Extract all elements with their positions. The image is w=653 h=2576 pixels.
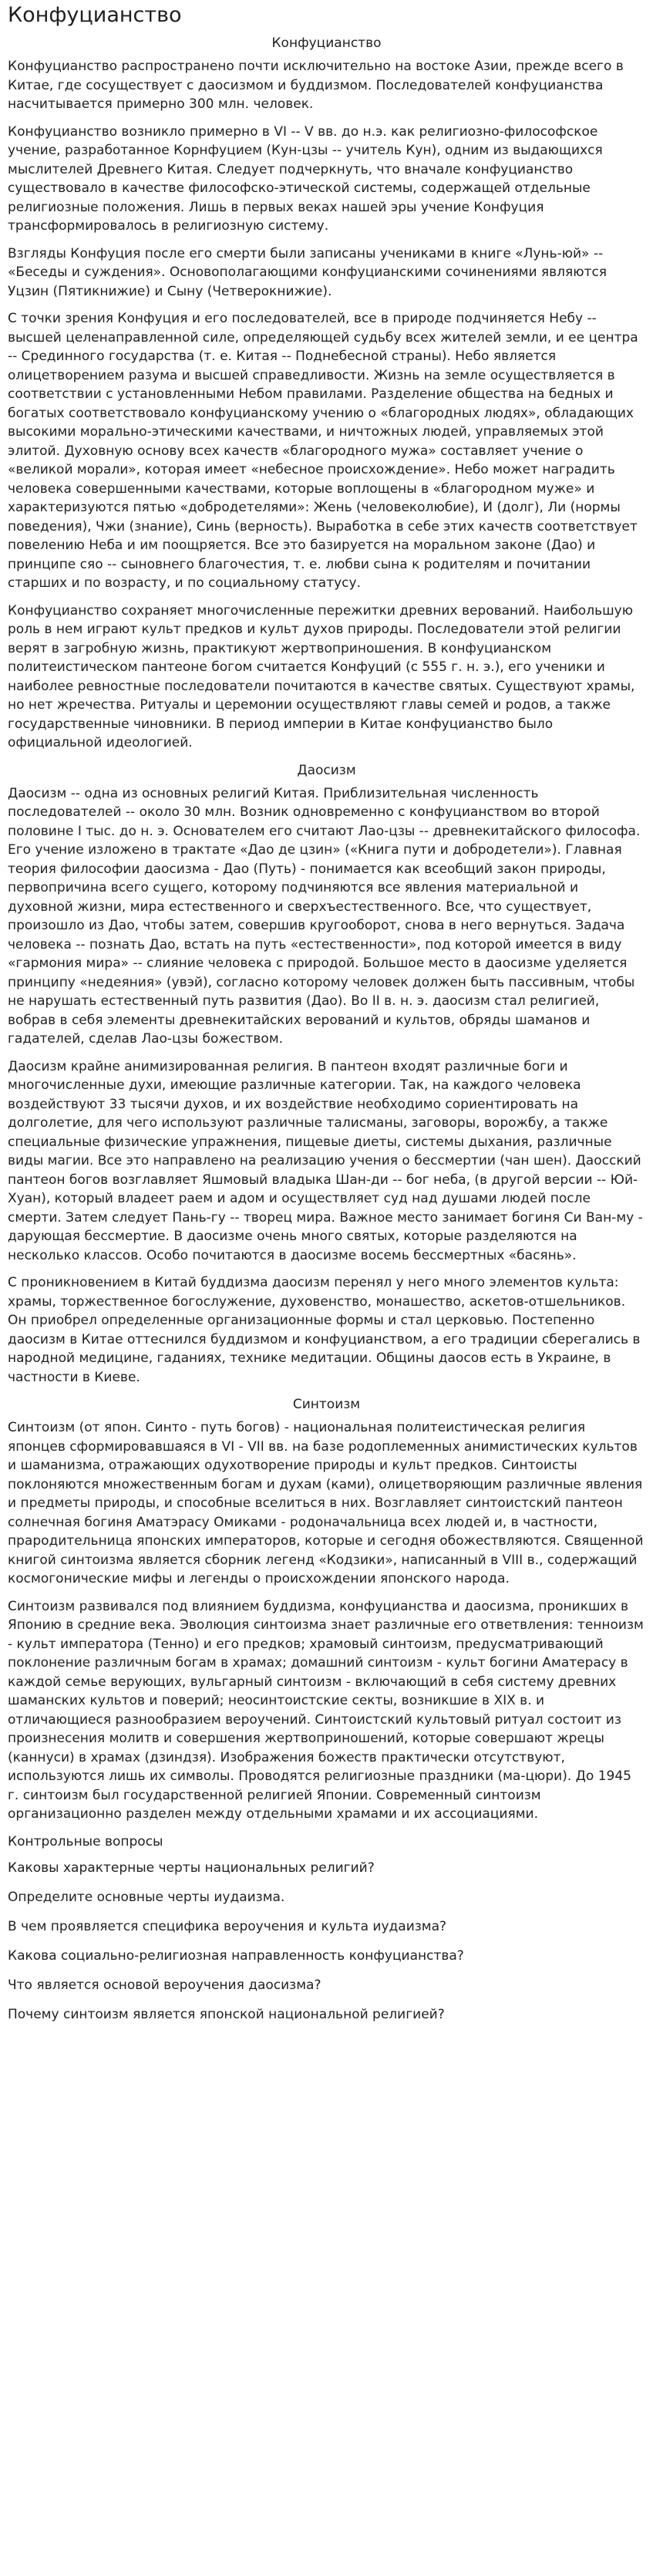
paragraph: Конфуцианство распространено почти исключительно на востоке Азии, прежде всего в Китае, где сосуществует с даосизмом и буддизмом. Последователей конфуцианства насчитывается примерно 300 млн. человек. [8,59,624,112]
question-item: В чем проявляется специфика вероучения и культа иудаизма? [8,1918,447,1934]
section-shinto [8,1395,645,1824]
section-heading: Синтоизм [292,1397,361,1412]
question-item: Каковы характерные черты национальных религий? [8,1860,375,1876]
paragraph: Синтоизм (от япон. Синто - путь богов) - национальная политеистическая религия японцев сформировавшаяся в VI - VII вв. на базе родоплеменных анимистических культов и шаманизма, отражающих одухотворение природы и культ предков. Синтоисты поклоняются множественным богам и духам (ками), олицетворяющим различные явления и предметы природы, и способные вселиться в них. Возглавляет синтоистский пантеон солнечная богиня Аматэрасу Омиками - родоначальница всех людей и, в частности, прародительница японских императоров, которые и сегодня обожествляются. Священной книгой синтоизма является сборник легенд «Кодзики», написанный в VIII в., содержащий космогонические мифы и легенды о происхождении японского народа. [8,1420,644,1586]
section-taoism [8,761,645,1387]
question-item: Почему синтоизм является японской национальной религией? [8,2006,445,2022]
paragraph: Взгляды Конфуция после его смерти были записаны учениками в книге «Лунь-юй» -- «Беседы и суждения». Основополагающими конфуцианскими сочинениями являются Уцзин (Пятикнижие) и Сыну (Четверокнижие). [8,245,608,299]
paragraph: С точки зрения Конфуция и его последователей, все в природе подчиняется Небу -- высшей целенаправленной силе, определяющей судьбу всех жителей земли, и ее центра -- Срединного государства (т. е. Китая -- Поднебесной страны). Небо является олицетворением разума и высшей справедливости. Жизнь на земле осуществляется в соответствии с установленными Небом правилами. Разделение общества на бедных и богатых соответствовало конфуцианскому учению о «благородных людях», обладающих высокими морально-этическими качествами, и ничтожных людей, управляемых этой элитой. Духовную основу всех качеств «благородного мужа» составляет учение о «великой морали», которая имеет «небесное происхождение». Небо может наградить человека совершенными качествами, которые воплощены в «благородном муже» и характеризуются пятью «добродетелями»: Жень (человеколюбие), И (долг), Ли (нормы поведения), Чжи (знание), Синь (верность). Выработка в себе этих качеств соответствует повелению Неба и им поощряется. Все это базируется на моральном законе (Дао) и принципе сяо -- сыновнего благочестия, т. е. любви сына к родителям и почитании старших и по возрасту, и по социальному статусу. [8,311,638,591]
paragraph: Даосизм крайне анимизированная религия. В пантеон входят различные боги и многочисленные духи, имеющие различные категории. Так, на каждого человека воздействуют 33 тысячи духов, и их воздействие необходимо сориентировать на долголетие, для чего используют различные талисманы, заговоры, ворожбу, а также специальные физические упражнения, пищевые диеты, системы дыхания, различные виды магии. Все это направлено на реализацию учения о бессмертии (чан шен). Даосский пантеон богов возглавляет Яшмовый владыка Шан-ди -- бог неба, (в другой версии -- Юй-Хуан), который владеет раем и адом и осуществляет суд над душами людей после смерти. Затем следует Пань-гу -- творец мира. Важное место занимает богиня Си Ван-му - дарующая бессмертие. В даосизме очень много святых, которые разделяются на несколько классов. Особо почитаются в даосизме восемь бессмертных «басянь». [8,1058,643,1263]
paragraph: Даосизм -- одна из основных религий Китая. Приблизительная численность последователей -- около 30 млн. Возник одновременно с конфуцианством во второй половине I тыс. до н. э. Основателем его считают Лао-цзы -- древнекитайского философа. Его учение изложено в трактате «Дао де цзин» («Книга пути и добродетели»). Главная теория философии даосизма - Дао (Путь) - понимается как всеобщий закон природы, первопричина всего сущего, которому подчиняются все явления материальной и духовной жизни, мира естественного и сверхъестественного. Все, что существует, произошло из Дао, чтобы затем, совершив кругооборот, снова в него вернуться. Задача человека -- познать Дао, встать на путь «естественности», под которой имеется в виду «гармония мира» -- слияние человека с природой. Большое место в даосизме уделяется принципу «недеяния» (увэй), согласно которому человек должен быть пассивным, чтобы не нарушать естественный путь развития (Дао). Во II в. н. э. даосизм стал религией, вобрав в себя элементы древнекитайских верований и культов, обряды шаманов и гадателей, сделав Лао-цзы божеством. [8,785,641,1047]
paragraph: Синтоизм развивался под влиянием буддизма, конфуцианства и даосизма, проникших в Японию в средние века. Эволюция синтоизма знает различные его ответвления: тенноизм - культ императора (Тенно) и его предков; храмовый синтоизм, предусматривающий поклонение различным богам в храмах; домашний синтоизм - культ богини Аматерасу в каждой семье верующих, вульгарный синтоизм - включающий в себя систему древних шаманских культов и поверий; неосинтоистские секты, возникшие в XIX в. и отличающиеся разнообразием вероучений. Синтоистский культовый ритуал состоит из произнесения молитв и совершения жертвоприношений, которые совершают жрецы (каннуси) в храмах (дзиндзя). Изображения божеств практически отсутствуют, используются лишь их символы. Проводятся религиозные праздники (ма-цюри). До 1945 г. синтоизм был государственной религией Японии. Современный синтоизм организационно разделен между отдельными храмами и их ассоциациями. [8,1598,644,1822]
section-confucianism [8,34,645,753]
paragraph: Конфуцианство сохраняет многочисленные пережитки древних верований. Наибольшую роль в нем играют культ предков и культ духов природы. Последователи этой религии верят в загробную жизнь, практикуют жертвоприношения. В конфуцианском политеистическом пантеоне богом считается Конфуций (с 555 г. н. э.), его ученики и наиболее ревностные последователи почитаются в качестве святых. Существуют храмы, но нет жречества. Ритуалы и церемонии осуществляют главы семей и родов, а также государственные чиновники. В период империи в Китае конфуцианство было официальной идеологией. [8,602,635,750]
questions-title: Контрольные вопросы [8,1833,163,1849]
question-item: Определите основные черты иудаизма. [8,1889,285,1905]
paragraph: С проникновением в Китай буддизма даосизм перенял у него много элементов культа: храмы, торжественное богослужение, духовенство, монашество, аскетов-отшельников. Он приобрел определенные организационные формы и стал церковью. Постепенно даосизм в Китае оттеснился буддизмом и конфуцианством, а его традиции сберегались в народной медицине, гаданиях, технике медитации. Общины даосов есть в Украине, в частности в Киеве. [8,1275,641,1385]
question-item: Какова социально-религиозная направленность конфуцианства? [8,1947,464,1964]
section-heading: Конфуцианство [271,35,382,51]
control-questions [8,1833,645,2024]
question-item: Что является основой вероучения даосизма? [8,1977,321,1993]
page-title: Конфуцианство [8,3,182,27]
section-heading: Даосизм [297,762,356,778]
paragraph: Конфуцианство возникло примерно в VI -- V вв. до н.э. как религиозно-философское учение, разработанное Корнфуцием (Кун-цзы -- учитель Кун), одним из выдающихся мыслителей Древнего Китая. Следует подчеркнуть, что вначале конфуцианство существовало в качестве философско-этической системы, содержащей отдельные религиозные положения. Лишь в первых веках нашей эры учение Конфуция трансформировалось в религиозную систему. [8,123,603,234]
